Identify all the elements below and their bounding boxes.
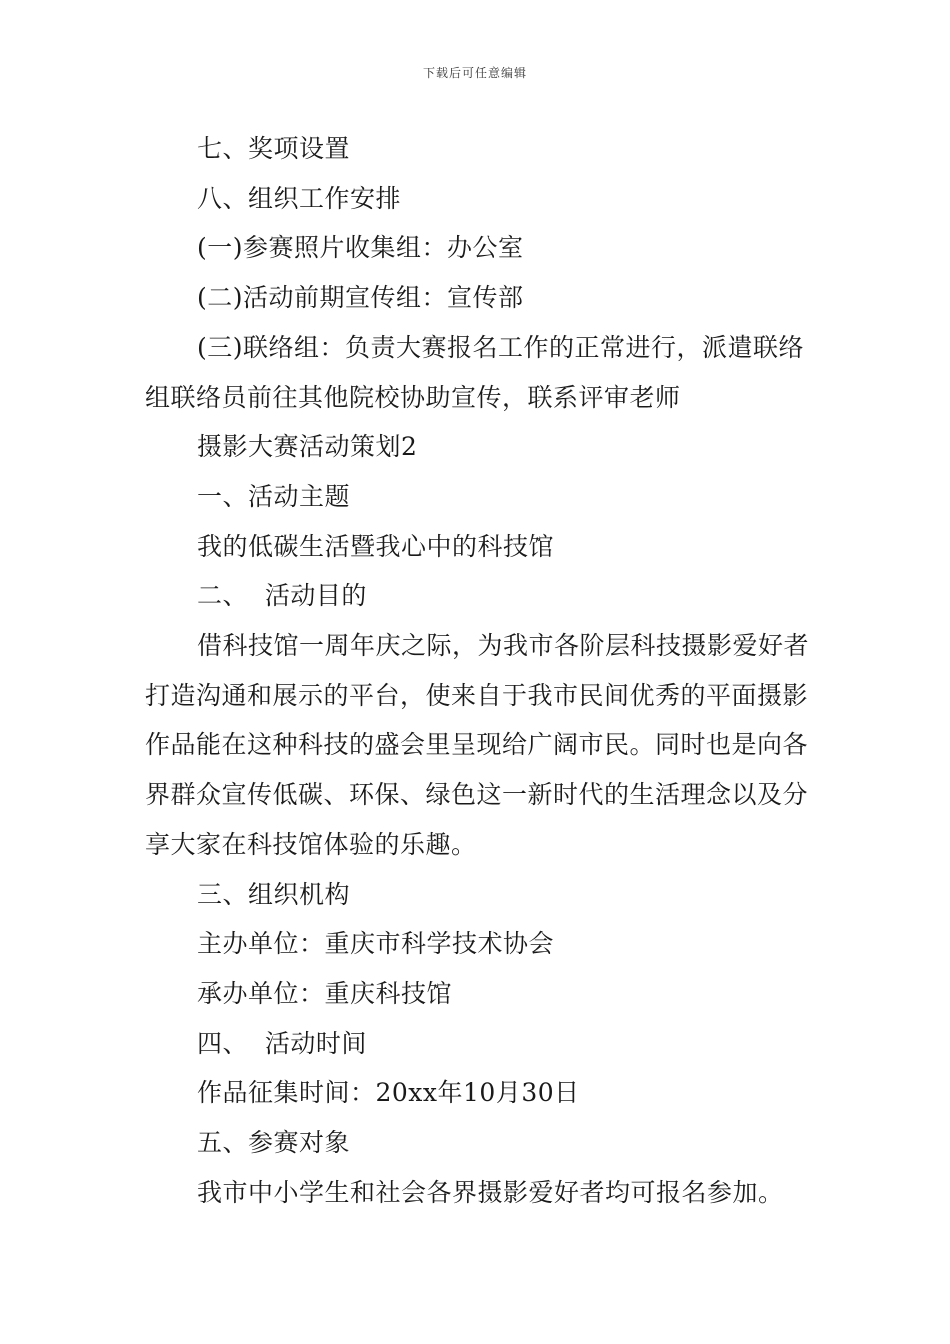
section-title: 摄影大赛活动策划2: [197, 432, 418, 462]
paragraph: 一、活动主题: [197, 481, 351, 511]
paragraph: 三、组织机构: [197, 879, 351, 909]
paragraph: 四、 活动时间: [197, 1028, 367, 1058]
paragraph: (一)参赛照片收集组：办公室: [197, 233, 524, 263]
paragraph: 八、组织工作安排: [197, 183, 402, 213]
paragraph: 我的低碳生活暨我心中的科技馆: [197, 531, 555, 561]
page-header: 下载后可任意编辑: [422, 66, 527, 80]
paragraph: 承办单位：重庆科技馆: [197, 978, 453, 1008]
paragraph: 二、 活动目的: [197, 581, 367, 611]
paragraph: 借科技馆一周年庆之际，为我市各阶层科技摄影爱好者打造沟通和展示的平台，使来自于我市民间优秀的平面摄影作品能在这种科技的盛会里呈现给广阔市民。同时也是向各界群众宣传低碳、环保、绿色这一新时代的生活理念以及分享大家在科技馆体验的乐趣。: [145, 631, 810, 859]
paragraph: 主办单位：重庆市科学技术协会: [197, 929, 555, 959]
document-body: [145, 124, 810, 1217]
paragraph: 五、参赛对象: [197, 1128, 351, 1158]
paragraph: (三)联络组：负责大赛报名工作的正常进行，派遣联络组联络员前往其他院校协助宣传，联系评审老师: [145, 332, 805, 412]
paragraph: 我市中小学生和社会各界摄影爱好者均可报名参加。: [197, 1177, 784, 1207]
paragraph: (二)活动前期宣传组：宣传部: [197, 283, 524, 313]
paragraph: 七、奖项设置: [197, 134, 351, 163]
paragraph: 作品征集时间：20xx年10月30日: [197, 1078, 580, 1108]
